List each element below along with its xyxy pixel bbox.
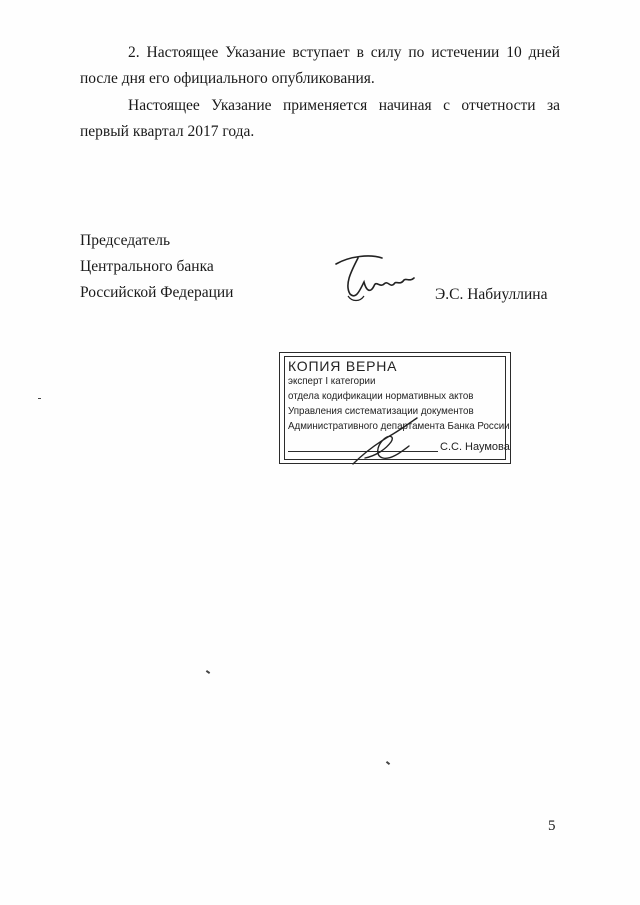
stamp-title: КОПИЯ ВЕРНА <box>288 358 398 374</box>
page-number: 5 <box>548 818 556 834</box>
position-line-1: Председатель <box>80 232 171 249</box>
position-line-3: Российской Федерации <box>80 284 234 301</box>
signature-block <box>80 228 233 306</box>
position-line-2: Центрального банка <box>80 258 214 275</box>
scan-speck <box>386 761 390 765</box>
paragraph-applicability: Настоящее Указание применяется начиная с отчетности за первый квартал 2017 года. <box>80 97 560 140</box>
stamp-signer-name: С.С. Наумова <box>440 441 510 453</box>
stamp-line-organization: Административного департамента Банка России <box>288 420 510 432</box>
scan-speck <box>38 398 41 399</box>
stamp-line-department: отдела кодификации нормативных актов <box>288 390 474 402</box>
signatory-name: Э.С. Набиуллина <box>435 286 548 303</box>
handwritten-signature <box>330 250 420 310</box>
stamp-line-position: эксперт I категории <box>288 375 376 387</box>
paragraph-effective-date: 2. Настоящее Указание вступает в силу по истечении 10 дней после дня его официального опубликования. <box>80 44 560 87</box>
stamp-line-directorate: Управления систематизации документов <box>288 405 474 417</box>
stamp-handwritten-signature <box>345 412 425 472</box>
scan-speck <box>206 670 210 674</box>
